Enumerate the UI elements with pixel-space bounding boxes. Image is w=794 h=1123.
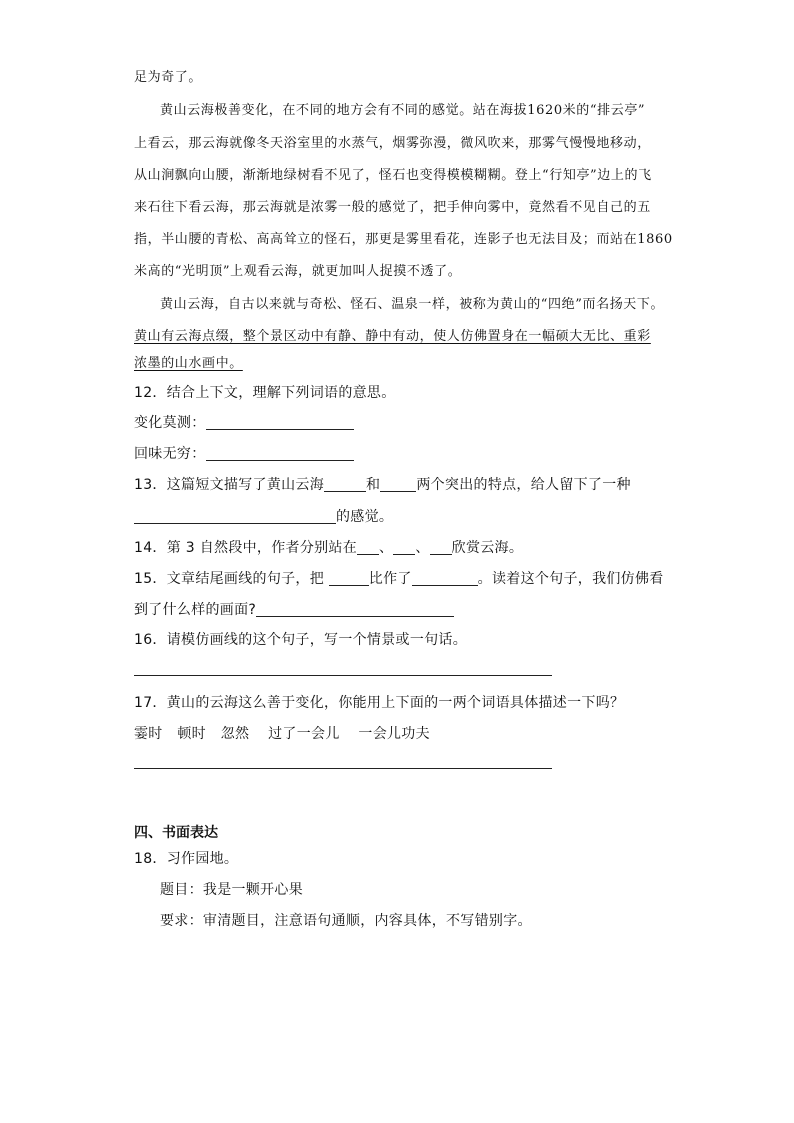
q12-term-a [134,412,354,432]
answer-blank[interactable] [430,540,452,555]
passage-text-line: 来石往下看云海，那云海就是浓雾一般的感觉了，把手伸向雾中，竟然看不见自己的五 [134,200,651,215]
underlined-sentence-line: 浓墨的山水画中。 [134,356,243,371]
q12-term-b-label: 回味无穷： [134,446,206,462]
passage-text-line: 米高的“光明顶”上观看云海，就更加叫人捉摸不透了。 [134,264,462,279]
essay-topic: 题目：我是一颗开心果 [160,882,303,898]
question-13-cont [134,506,393,526]
question-15 [134,568,664,588]
q13-text: 和 [366,477,381,493]
answer-blank[interactable] [412,571,478,586]
q15-text: 。读着这个句子，我们仿佛看 [477,571,664,587]
question-13 [134,474,631,494]
answer-blank[interactable] [324,477,366,492]
q15-text: 比作了 [368,571,412,587]
q15-text: 15．文章结尾画线的句子，把 [134,571,329,587]
answer-blank[interactable] [393,540,415,555]
answer-line[interactable] [134,768,552,769]
question-14 [134,537,523,557]
question-17: 17．黄山的云海这么善于变化，你能用上下面的一两个词语具体描述一下吗？ [134,695,625,711]
answer-blank[interactable] [256,602,454,617]
word-item: 顿时 [177,726,206,742]
section-heading: 四、书面表达 [134,825,218,841]
essay-requirement: 要求：审清题目，注意语句通顺，内容具体，不写错别字。 [160,913,532,929]
q14-separator: 、 [379,540,394,556]
q12-term-b [134,443,354,463]
passage-text-line: 从山涧飘向山腰，渐渐地绿树看不见了，怪石也变得模模糊糊。登上“行知亭”边上的飞 [134,168,652,183]
q14-text: 14．第 3 自然段中，作者分别站在 [134,540,358,556]
q13-text: 两个突出的特点，给人留下了一种 [416,477,631,493]
word-item: 一会儿功夫 [358,726,430,742]
answer-blank[interactable] [357,540,379,555]
answer-blank[interactable] [329,571,369,586]
q15-text: 到了什么样的画面? [134,602,257,618]
word-list [134,723,430,743]
answer-blank[interactable] [206,446,354,461]
passage-text-line: 指，半山腰的青松、高高耸立的怪石，那更是雾里看花，连影子也无法目及；而站在1860 [134,232,673,247]
question-16: 16．请模仿画线的这个句子，写一个情景或一句话。 [134,632,468,648]
underlined-sentence-line: 黄山有云海点缀，整个景区动中有静、静中有动，使人仿佛置身在一幅硕大无比、重彩 [134,329,651,344]
answer-blank[interactable] [380,477,416,492]
q14-separator: 、 [415,540,430,556]
passage-text-line: 黄山云海极善变化，在不同的地方会有不同的感觉。站在海拔1620米的“排云亭” [160,103,646,118]
answer-blank[interactable] [206,415,354,430]
word-item: 忽然 [220,726,250,742]
answer-line[interactable] [134,675,552,676]
passage-text-line: 黄山云海，自古以来就与奇松、怪石、温泉一样，被称为黄山的“四绝”而名扬天下。 [160,297,665,312]
q14-text: 欣赏云海。 [451,540,524,556]
word-item: 过了一会儿 [268,726,340,742]
question-18: 18．习作园地。 [134,851,239,867]
q13-text: 的感觉。 [336,509,394,525]
answer-blank[interactable] [134,509,336,524]
question-15-cont [134,599,454,619]
q12-term-a-label: 变化莫测： [134,415,206,431]
word-item: 霎时 [134,726,163,742]
q13-text: 13．这篇短文描写了黄山云海 [134,477,325,493]
passage-text-line: 足为奇了。 [134,70,203,85]
passage-text-line: 上看云，那云海就像冬天浴室里的水蒸气，烟雾弥漫，微风吹来，那雾气慢慢地移动， [134,136,651,151]
question-12: 12．结合上下文，理解下列词语的意思。 [134,385,396,401]
